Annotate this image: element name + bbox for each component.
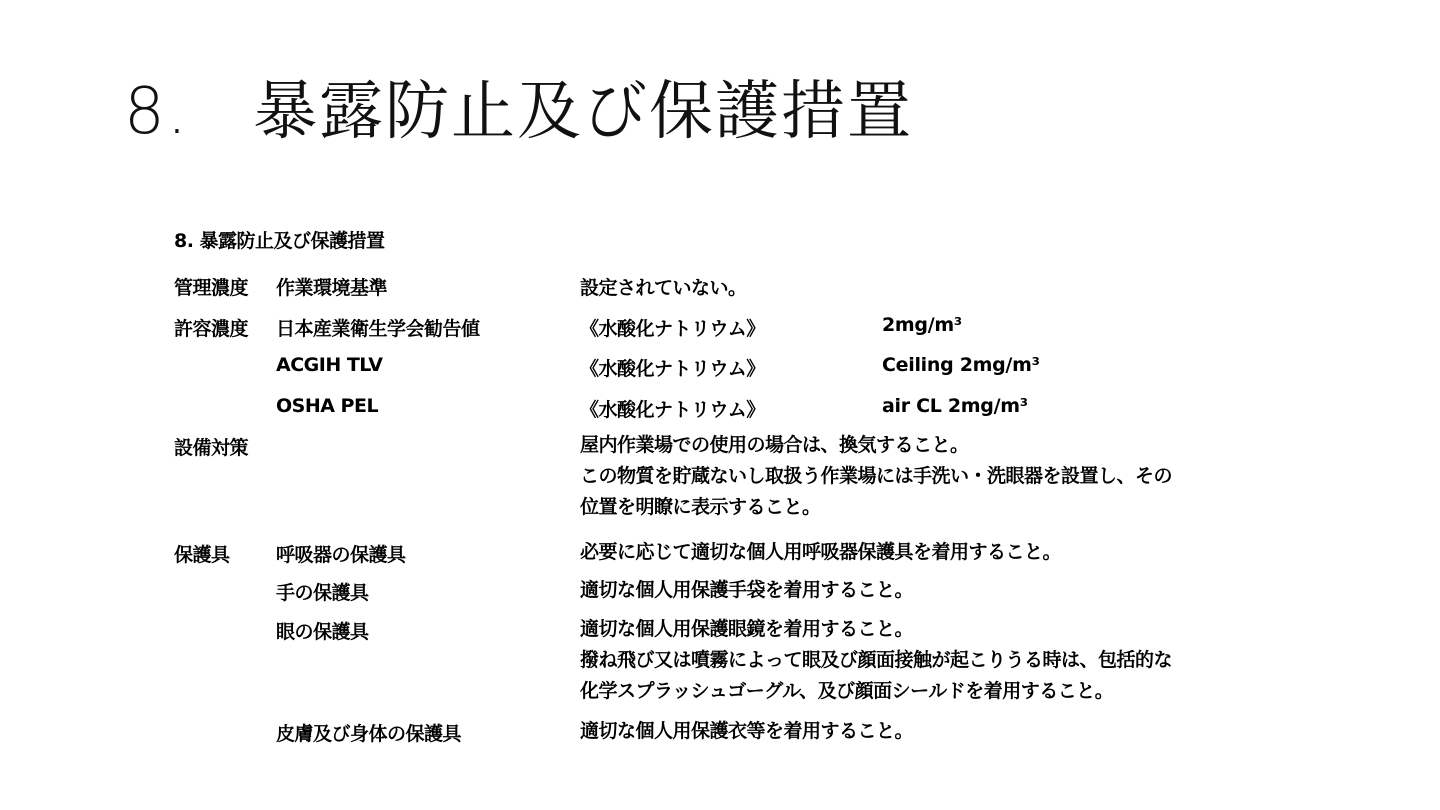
protective-item-text <box>580 575 913 606</box>
allowable-standard: OSHA PEL <box>276 395 379 417</box>
allowable-standard: ACGIH TLV <box>276 354 383 376</box>
text-line: 屋内作業場での使用の場合は、換気すること。 <box>580 434 969 456</box>
protective-item-label: 呼吸器の保護具 <box>276 544 406 566</box>
protective-equipment-label: 保護具 <box>174 544 230 566</box>
protective-item-text <box>580 537 1061 568</box>
allowable-substance: 《水酸化ナトリウム》 <box>580 358 765 380</box>
section-heading: 8. 暴露防止及び保護措置 <box>174 230 385 252</box>
allowable-value: air CL 2mg/m³ <box>882 395 1028 417</box>
equipment-measures-label: 設備対策 <box>174 437 249 459</box>
protective-item-text <box>580 716 913 747</box>
slide-title <box>124 72 913 152</box>
text-line: 適切な個人用保護手袋を着用すること。 <box>580 579 914 601</box>
text-line: この物質を貯蔵ないし取扱う作業場には手洗い・洗眼器を設置し、その <box>580 465 1173 487</box>
allowable-concentration-label: 許容濃度 <box>174 318 249 340</box>
text-line: 適切な個人用保護眼鏡を着用すること。 <box>580 618 914 640</box>
slide-title-text: 暴露防止及び保護措置 <box>253 75 914 149</box>
text-line: 適切な個人用保護衣等を着用すること。 <box>580 720 914 742</box>
allowable-substance: 《水酸化ナトリウム》 <box>580 399 765 421</box>
control-concentration-label: 管理濃度 <box>174 277 249 299</box>
text-line: 位置を明瞭に表示すること。 <box>580 496 821 518</box>
protective-item-label: 皮膚及び身体の保護具 <box>276 723 462 745</box>
allowable-standard: 日本産業衛生学会勧告値 <box>276 318 480 340</box>
text-line: 撥ね飛び又は噴霧によって眼及び顔面接触が起こりうる時は、包括的な <box>580 649 1173 671</box>
control-concentration-value: 設定されていない。 <box>580 277 747 299</box>
allowable-value: 2mg/m³ <box>882 314 962 336</box>
protective-item-label: 手の保護具 <box>276 582 369 604</box>
protective-item-text <box>580 614 1172 707</box>
control-concentration-standard: 作業環境基準 <box>276 277 388 299</box>
allowable-value: Ceiling 2mg/m³ <box>882 354 1040 376</box>
slide-title-number: 8. <box>124 75 190 149</box>
text-line: 化学スプラッシュゴーグル、及び顔面シールドを着用すること。 <box>580 680 1114 702</box>
equipment-measures-text <box>580 430 1172 523</box>
allowable-substance: 《水酸化ナトリウム》 <box>580 318 765 340</box>
protective-item-label: 眼の保護具 <box>276 621 369 643</box>
text-line: 必要に応じて適切な個人用呼吸器保護具を着用すること。 <box>580 541 1062 563</box>
